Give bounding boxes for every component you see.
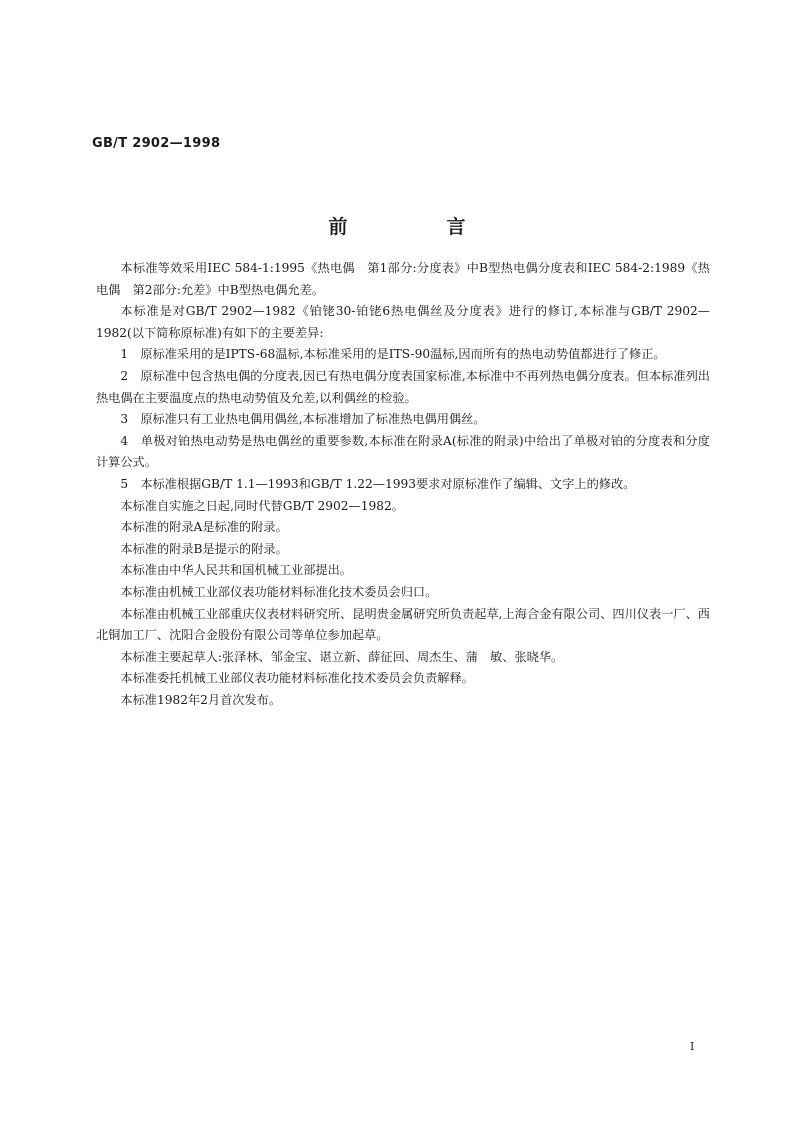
paragraph-proposer: 本标准由中华人民共和国机械工业部提出。 (120, 563, 352, 578)
paragraph-drafting-units: 本标准由机械工业部重庆仪表材料研究所、昆明贵金属研究所负责起草,上海合金有限公司、四川仪表一厂、西北铜加工厂、沈阳合金股份有限公司等单位参加起草。 (96, 606, 710, 643)
paragraph-interpretation: 本标准委托机械工业部仪表功能材料标准化技术委员会负责解释。 (120, 671, 474, 686)
paragraph-difference-5: 5 本标准根据GB/T 1.1—1993和GB/T 1.22—1993要求对原标准作了编辑、文字上的修改。 (120, 476, 636, 491)
paragraph-difference-4: 4 单极对铂热电动势是热电偶丝的重要参数,本标准在附录A(标准的附录)中给出了单极对铂的分度表和分度计算公式。 (96, 433, 710, 470)
paragraph-annex-a: 本标准的附录A是标准的附录。 (120, 520, 288, 535)
paragraph-difference-1: 1 原标准采用的是IPTS-68温标,本标准采用的是ITS-90温标,因而所有的热电动势值都进行了修正。 (120, 347, 666, 362)
paragraph-committee: 本标准由机械工业部仪表功能材料标准化技术委员会归口。 (120, 584, 438, 599)
page-number: I (690, 1040, 695, 1053)
paragraph-difference-2: 2 原标准中包含热电偶的分度表,因已有热电偶分度表国家标准,本标准中不再列热电偶分度表。但本标准列出热电偶在主要温度点的热电动势值及允差,以利偶丝的检验。 (96, 368, 710, 405)
page-title: 前 言 (328, 216, 506, 238)
paragraph-first-issue: 本标准1982年2月首次发布。 (120, 692, 282, 707)
paragraph-annex-b: 本标准的附录B是提示的附录。 (120, 541, 288, 556)
paragraph-drafters: 本标准主要起草人:张泽林、邹金宝、谌立新、薛征回、周杰生、蒲 敏、张晓华。 (120, 649, 564, 664)
paragraph-difference-3: 3 原标准只有工业热电偶用偶丝,本标准增加了标准热电偶用偶丝。 (120, 412, 486, 427)
foreword-body (96, 258, 710, 711)
standard-code: GB/T 2902—1998 (92, 136, 221, 151)
paragraph-equivalence: 本标准等效采用IEC 584-1:1995《热电偶 第1部分:分度表》中B型热电偶分度表和IEC 584-2:1989《热电偶 第2部分:允差》中B型热电偶允差。 (96, 261, 710, 297)
paragraph-revision: 本标准是对GB/T 2902—1982《铂铑30-铂铑6热电偶丝及分度表》进行的修订,本标准与GB/T 2902—1982(以下简称原标准)有如下的主要差异: (96, 304, 710, 340)
paragraph-replacement: 本标准自实施之日起,同时代替GB/T 2902—1982。 (120, 498, 404, 513)
